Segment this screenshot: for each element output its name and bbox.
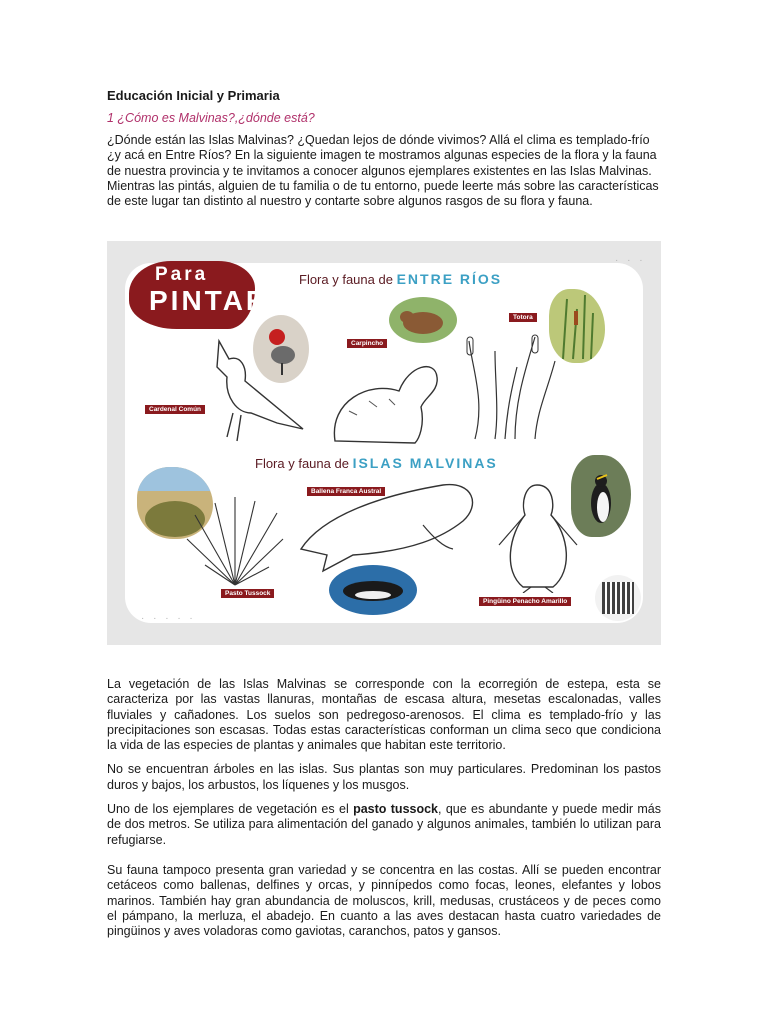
label-totora: Totora [509, 313, 537, 322]
intro-line: de nuestra provincia y te invitamos a conocer algunos ejemplares existentes en las Islas Malvinas. [107, 163, 652, 178]
document-body [107, 677, 661, 948]
badge-line2: PINTAR [149, 285, 270, 316]
section-subtitle: 1 ¿Cómo es Malvinas?,¿dónde está? [107, 111, 315, 125]
tussock-drawing [185, 495, 285, 587]
intro-line: ¿Dónde están las Islas Malvinas? ¿Quedan lejos de dónde vivimos? Allá el clima es templado-frío [107, 133, 650, 147]
decorative-dots: · · · [615, 255, 646, 266]
paragraph-plantas: No se encuentran árboles en las islas. Sus plantas son muy particulares. Predominan los pastos duros y bajos, los arbustos, los líquenes y los musgos. [107, 762, 661, 792]
para-pintar-badge [129, 261, 270, 329]
penguin-drawing [493, 475, 583, 593]
section-title-malvinas: Flora y fauna de ISLAS MALVINAS [255, 455, 498, 471]
label-ballena: Ballena Franca Austral [307, 487, 385, 496]
label-pinguino: Pingüino Penacho Amarillo [479, 597, 571, 606]
label-cardenal: Cardenal Común [145, 405, 205, 414]
page-title: Educación Inicial y Primaria [107, 88, 280, 103]
paragraph-vegetacion: La vegetación de las Islas Malvinas se corresponde con la ecorregión de estepa, esta se caracteriza por las vastas llanuras, montañas de escasa altura, mesetas escalonadas, valles fluviales y cañadones. Los suelos son pedregoso-arenosos. El clima es templado-frío y las precipitaciones son escasas. Todas estas características conforman un clima seco que condiciona la vida de las especies de plantas y animales que habitan este territorio. [107, 677, 661, 753]
document-header [107, 88, 661, 209]
decorative-dots: · · · · · [141, 613, 196, 624]
intro-line: de este lugar tan distinto al nuestro y contarte sobre algunos rasgos de su flora y fauna. [107, 194, 593, 209]
paragraph-tussock: Uno de los ejemplares de vegetación es el pasto tussock, que es abundante y puede medir más de dos metros. Se utiliza para alimentación del ganado y algunos animales, también lo utilizan para refugiarse. [107, 802, 661, 847]
capybara-drawing [329, 351, 441, 447]
qr-code [595, 575, 641, 621]
flora-fauna-illustration [107, 241, 661, 645]
badge-line1: Para [155, 264, 209, 285]
intro-line: ¿y acá en Entre Ríos? En la siguiente imagen te mostramos algunas especies de la flora y la fauna [107, 148, 657, 163]
bold-term: pasto tussock [353, 802, 439, 817]
totora-drawing [465, 331, 561, 441]
section-title-entre-rios: Flora y fauna de ENTRE RÍOS [299, 271, 503, 287]
intro-line: Mientras las pintás, alguien de tu familia o de tu entorno, puede leerte más sobre las características [107, 178, 659, 193]
label-carpincho: Carpincho [347, 339, 387, 348]
capybara-photo [389, 297, 457, 343]
label-pasto: Pasto Tussock [221, 589, 274, 598]
cardinal-drawing [207, 337, 307, 447]
intro-paragraph [107, 133, 661, 209]
paragraph-fauna: Su fauna tampoco presenta gran variedad y se concentra en las costas. Allí se pueden encontrar cetáceos como ballenas, delfines y orcas, y pinnípedos como focas, leones, elefantes y lobos marinos. También hay gran abundancia de moluscos, krill, medusas, crustáceos y de peces como el pámpano, la merluza, el abadejo. En cuanto a las aves destacan hasta cuatro variedades de pingüinos y aves voladoras como gaviotas, caranchos, patos y gansos. [107, 862, 661, 939]
